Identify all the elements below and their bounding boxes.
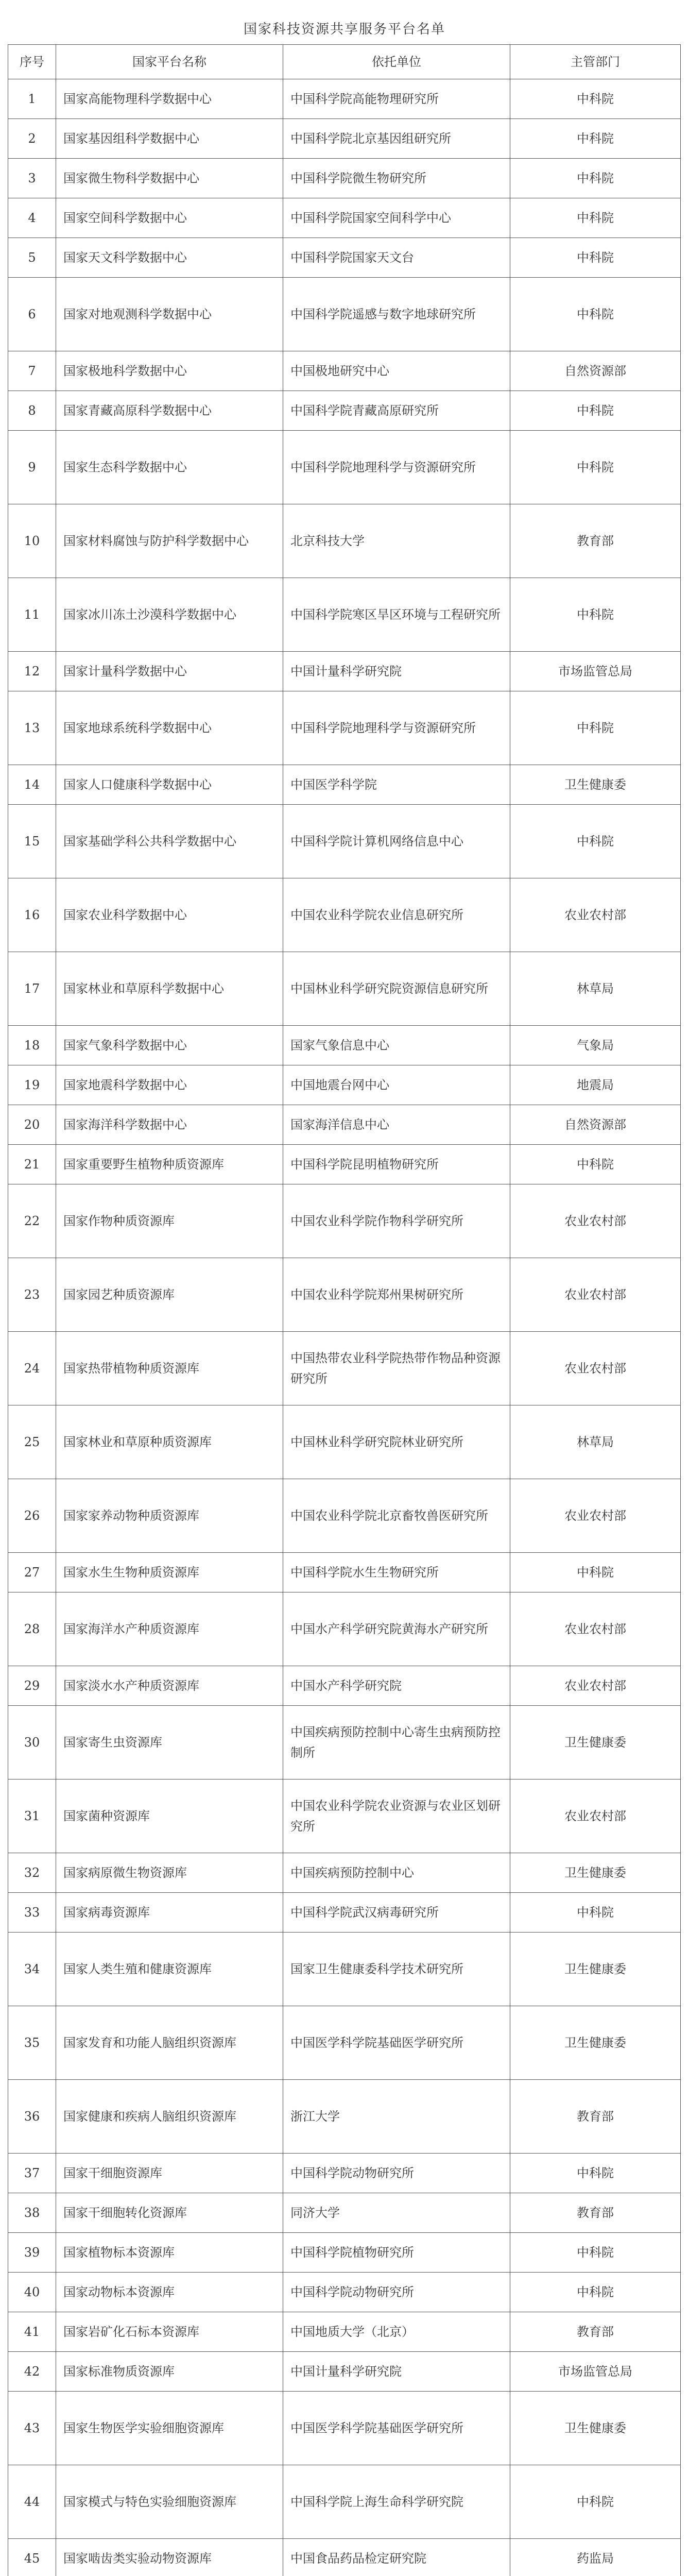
department: 市场监管总局 xyxy=(510,652,681,691)
row-number: 29 xyxy=(8,1666,56,1706)
department: 教育部 xyxy=(510,2080,681,2154)
row-number: 36 xyxy=(8,2080,56,2154)
table-row xyxy=(8,1405,681,1479)
row-number: 18 xyxy=(8,1026,56,1065)
platform-name: 国家病毒资源库 xyxy=(56,1893,283,1933)
table-row xyxy=(8,79,681,119)
department: 卫生健康委 xyxy=(510,765,681,805)
department: 农业农村部 xyxy=(510,1780,681,1853)
document-title: 国家科技资源共享服务平台名单 xyxy=(243,22,445,37)
host-unit: 中国地震台网中心 xyxy=(283,1065,510,1105)
table-row xyxy=(8,1258,681,1332)
host-unit: 中国科学院动物研究所 xyxy=(283,2273,510,2312)
table-row xyxy=(8,1553,681,1592)
department: 中科院 xyxy=(510,2273,681,2312)
host-unit: 中国医学科学院基础医学研究所 xyxy=(283,2006,510,2080)
department: 卫生健康委 xyxy=(510,1853,681,1893)
row-number: 23 xyxy=(8,1258,56,1332)
host-unit: 中国科学院青藏高原研究所 xyxy=(283,391,510,431)
table-row xyxy=(8,238,681,278)
table-row xyxy=(8,391,681,431)
row-number: 42 xyxy=(8,2352,56,2392)
host-unit: 中国科学院水生生物研究所 xyxy=(283,1553,510,1592)
row-number: 26 xyxy=(8,1479,56,1553)
table-row xyxy=(8,2392,681,2465)
platform-name: 国家寄生虫资源库 xyxy=(56,1706,283,1780)
host-unit: 中国科学院国家天文台 xyxy=(283,238,510,278)
host-unit: 中国疾病预防控制中心 xyxy=(283,1853,510,1893)
table-row xyxy=(8,1666,681,1706)
row-number: 30 xyxy=(8,1706,56,1780)
host-unit: 中国水产科学研究院黄海水产研究所 xyxy=(283,1592,510,1666)
department: 中科院 xyxy=(510,2154,681,2193)
table-row xyxy=(8,2273,681,2312)
department: 中科院 xyxy=(510,119,681,159)
department: 地震局 xyxy=(510,1065,681,1105)
row-number: 38 xyxy=(8,2193,56,2233)
host-unit: 中国农业科学院北京畜牧兽医研究所 xyxy=(283,1479,510,1553)
host-unit: 中国科学院地理科学与资源研究所 xyxy=(283,691,510,765)
row-number: 19 xyxy=(8,1065,56,1105)
host-unit: 中国食品药品检定研究院 xyxy=(283,2539,510,2576)
platform-name: 国家人口健康科学数据中心 xyxy=(56,765,283,805)
table-row xyxy=(8,1893,681,1933)
header-department: 主管部门 xyxy=(510,45,681,79)
platform-name: 国家动物标本资源库 xyxy=(56,2273,283,2312)
department: 中科院 xyxy=(510,2465,681,2539)
table-row xyxy=(8,2193,681,2233)
department: 农业农村部 xyxy=(510,1479,681,1553)
platform-name: 国家健康和疾病人脑组织资源库 xyxy=(56,2080,283,2154)
row-number: 16 xyxy=(8,878,56,952)
host-unit: 中国林业科学研究院林业研究所 xyxy=(283,1405,510,1479)
host-unit: 国家气象信息中心 xyxy=(283,1026,510,1065)
row-number: 20 xyxy=(8,1105,56,1145)
department: 气象局 xyxy=(510,1026,681,1065)
host-unit: 中国农业科学院农业信息研究所 xyxy=(283,878,510,952)
row-number: 7 xyxy=(8,351,56,391)
host-unit: 中国疾病预防控制中心寄生虫病预防控制所 xyxy=(283,1706,510,1780)
department: 中科院 xyxy=(510,278,681,351)
host-unit: 中国科学院地理科学与资源研究所 xyxy=(283,431,510,504)
host-unit: 中国科学院遥感与数字地球研究所 xyxy=(283,278,510,351)
platform-name: 国家家养动物种质资源库 xyxy=(56,1479,283,1553)
host-unit: 中国医学科学院 xyxy=(283,765,510,805)
table-row xyxy=(8,1332,681,1405)
host-unit: 中国农业科学院农业资源与农业区划研究所 xyxy=(283,1780,510,1853)
platform-name: 国家干细胞转化资源库 xyxy=(56,2193,283,2233)
row-number: 43 xyxy=(8,2392,56,2465)
row-number: 1 xyxy=(8,79,56,119)
platform-name: 国家地球系统科学数据中心 xyxy=(56,691,283,765)
department: 中科院 xyxy=(510,1553,681,1592)
host-unit: 中国科学院北京基因组研究所 xyxy=(283,119,510,159)
platform-name: 国家园艺种质资源库 xyxy=(56,1258,283,1332)
host-unit: 中国热带农业科学院热带作物品种资源研究所 xyxy=(283,1332,510,1405)
table-row xyxy=(8,2006,681,2080)
table-row xyxy=(8,1026,681,1065)
host-unit: 中国科学院寒区旱区环境与工程研究所 xyxy=(283,578,510,652)
department: 中科院 xyxy=(510,159,681,198)
host-unit: 中国科学院国家空间科学中心 xyxy=(283,198,510,238)
department: 药监局 xyxy=(510,2539,681,2576)
host-unit: 中国林业科学研究院资源信息研究所 xyxy=(283,952,510,1026)
host-unit: 中国极地研究中心 xyxy=(283,351,510,391)
table-row xyxy=(8,1933,681,2006)
host-unit: 中国农业科学院郑州果树研究所 xyxy=(283,1258,510,1332)
host-unit: 中国农业科学院作物科学研究所 xyxy=(283,1184,510,1258)
platform-name: 国家热带植物种质资源库 xyxy=(56,1332,283,1405)
table-row xyxy=(8,2312,681,2352)
department: 卫生健康委 xyxy=(510,2392,681,2465)
platform-name: 国家青藏高原科学数据中心 xyxy=(56,391,283,431)
platform-name: 国家淡水水产种质资源库 xyxy=(56,1666,283,1706)
department: 农业农村部 xyxy=(510,1258,681,1332)
platform-name: 国家模式与特色实验细胞资源库 xyxy=(56,2465,283,2539)
table-row xyxy=(8,1479,681,1553)
host-unit: 中国水产科学研究院 xyxy=(283,1666,510,1706)
platform-name: 国家对地观测科学数据中心 xyxy=(56,278,283,351)
host-unit: 中国科学院植物研究所 xyxy=(283,2233,510,2273)
row-number: 32 xyxy=(8,1853,56,1893)
host-unit: 浙江大学 xyxy=(283,2080,510,2154)
row-number: 13 xyxy=(8,691,56,765)
row-number: 33 xyxy=(8,1893,56,1933)
table-row xyxy=(8,2539,681,2576)
row-number: 10 xyxy=(8,504,56,578)
table-row xyxy=(8,2352,681,2392)
department: 中科院 xyxy=(510,391,681,431)
department: 教育部 xyxy=(510,504,681,578)
row-number: 34 xyxy=(8,1933,56,2006)
platform-name: 国家海洋科学数据中心 xyxy=(56,1105,283,1145)
department: 中科院 xyxy=(510,1145,681,1184)
department: 中科院 xyxy=(510,691,681,765)
row-number: 4 xyxy=(8,198,56,238)
department: 教育部 xyxy=(510,2193,681,2233)
host-unit: 中国科学院计算机网络信息中心 xyxy=(283,805,510,878)
platform-name: 国家基础学科公共科学数据中心 xyxy=(56,805,283,878)
host-unit: 北京科技大学 xyxy=(283,504,510,578)
row-number: 8 xyxy=(8,391,56,431)
table-row xyxy=(8,2233,681,2273)
department: 卫生健康委 xyxy=(510,1933,681,2006)
row-number: 2 xyxy=(8,119,56,159)
department: 中科院 xyxy=(510,2233,681,2273)
department: 自然资源部 xyxy=(510,1105,681,1145)
host-unit: 中国科学院高能物理研究所 xyxy=(283,79,510,119)
platform-table xyxy=(8,44,681,2576)
platform-name: 国家干细胞资源库 xyxy=(56,2154,283,2193)
platform-name: 国家林业和草原科学数据中心 xyxy=(56,952,283,1026)
department: 中科院 xyxy=(510,198,681,238)
header-host-unit: 依托单位 xyxy=(283,45,510,79)
row-number: 14 xyxy=(8,765,56,805)
table-row xyxy=(8,431,681,504)
row-number: 28 xyxy=(8,1592,56,1666)
department: 中科院 xyxy=(510,578,681,652)
platform-name: 国家重要野生植物种质资源库 xyxy=(56,1145,283,1184)
department: 卫生健康委 xyxy=(510,2006,681,2080)
department: 中科院 xyxy=(510,431,681,504)
platform-name: 国家极地科学数据中心 xyxy=(56,351,283,391)
row-number: 40 xyxy=(8,2273,56,2312)
row-number: 35 xyxy=(8,2006,56,2080)
department: 中科院 xyxy=(510,238,681,278)
row-number: 31 xyxy=(8,1780,56,1853)
platform-name: 国家农业科学数据中心 xyxy=(56,878,283,952)
platform-name: 国家啮齿类实验动物资源库 xyxy=(56,2539,283,2576)
department: 市场监管总局 xyxy=(510,2352,681,2392)
platform-name: 国家人类生殖和健康资源库 xyxy=(56,1933,283,2006)
platform-name: 国家病原微生物资源库 xyxy=(56,1853,283,1893)
table-row xyxy=(8,2080,681,2154)
table-row xyxy=(8,1706,681,1780)
row-number: 41 xyxy=(8,2312,56,2352)
department: 教育部 xyxy=(510,2312,681,2352)
header-number: 序号 xyxy=(8,45,56,79)
table-row xyxy=(8,1592,681,1666)
table-row xyxy=(8,351,681,391)
platform-name: 国家海洋水产种质资源库 xyxy=(56,1592,283,1666)
row-number: 5 xyxy=(8,238,56,278)
table-row xyxy=(8,198,681,238)
department: 中科院 xyxy=(510,79,681,119)
platform-name: 国家材料腐蚀与防护科学数据中心 xyxy=(56,504,283,578)
row-number: 25 xyxy=(8,1405,56,1479)
table-row xyxy=(8,578,681,652)
table-row xyxy=(8,691,681,765)
platform-name: 国家林业和草原种质资源库 xyxy=(56,1405,283,1479)
table-row xyxy=(8,652,681,691)
row-number: 27 xyxy=(8,1553,56,1592)
row-number: 21 xyxy=(8,1145,56,1184)
department: 中科院 xyxy=(510,805,681,878)
row-number: 12 xyxy=(8,652,56,691)
host-unit: 中国地质大学（北京） xyxy=(283,2312,510,2352)
table-row xyxy=(8,1065,681,1105)
department: 林草局 xyxy=(510,1405,681,1479)
table-row xyxy=(8,1105,681,1145)
table-row xyxy=(8,2154,681,2193)
platform-name: 国家生物医学实验细胞资源库 xyxy=(56,2392,283,2465)
table-row xyxy=(8,2465,681,2539)
platform-name: 国家高能物理科学数据中心 xyxy=(56,79,283,119)
platform-name: 国家计量科学数据中心 xyxy=(56,652,283,691)
table-row xyxy=(8,1780,681,1853)
platform-name: 国家地震科学数据中心 xyxy=(56,1065,283,1105)
row-number: 9 xyxy=(8,431,56,504)
row-number: 45 xyxy=(8,2539,56,2576)
table-row xyxy=(8,765,681,805)
host-unit: 中国计量科学研究院 xyxy=(283,2352,510,2392)
platform-name: 国家空间科学数据中心 xyxy=(56,198,283,238)
row-number: 11 xyxy=(8,578,56,652)
department: 农业农村部 xyxy=(510,1666,681,1706)
table-header-row xyxy=(8,45,681,79)
host-unit: 中国科学院昆明植物研究所 xyxy=(283,1145,510,1184)
table-row xyxy=(8,805,681,878)
table-body xyxy=(8,79,681,2576)
platform-name: 国家气象科学数据中心 xyxy=(56,1026,283,1065)
department: 农业农村部 xyxy=(510,878,681,952)
row-number: 37 xyxy=(8,2154,56,2193)
table-row xyxy=(8,119,681,159)
platform-name: 国家水生生物种质资源库 xyxy=(56,1553,283,1592)
row-number: 39 xyxy=(8,2233,56,2273)
row-number: 15 xyxy=(8,805,56,878)
platform-name: 国家岩矿化石标本资源库 xyxy=(56,2312,283,2352)
platform-name: 国家微生物科学数据中心 xyxy=(56,159,283,198)
table-row xyxy=(8,1853,681,1893)
platform-name: 国家基因组科学数据中心 xyxy=(56,119,283,159)
platform-name: 国家冰川冻土沙漠科学数据中心 xyxy=(56,578,283,652)
table-row xyxy=(8,1145,681,1184)
platform-name: 国家标准物质资源库 xyxy=(56,2352,283,2392)
host-unit: 中国医学科学院基础医学研究所 xyxy=(283,2392,510,2465)
host-unit: 中国科学院武汉病毒研究所 xyxy=(283,1893,510,1933)
platform-name: 国家植物标本资源库 xyxy=(56,2233,283,2273)
row-number: 6 xyxy=(8,278,56,351)
table-row xyxy=(8,504,681,578)
department: 卫生健康委 xyxy=(510,1706,681,1780)
department: 中科院 xyxy=(510,1893,681,1933)
table-row xyxy=(8,878,681,952)
department: 自然资源部 xyxy=(510,351,681,391)
row-number: 44 xyxy=(8,2465,56,2539)
platform-name: 国家作物种质资源库 xyxy=(56,1184,283,1258)
platform-name: 国家发育和功能人脑组织资源库 xyxy=(56,2006,283,2080)
header-platform-name: 国家平台名称 xyxy=(56,45,283,79)
department: 林草局 xyxy=(510,952,681,1026)
platform-name: 国家天文科学数据中心 xyxy=(56,238,283,278)
platform-name: 国家生态科学数据中心 xyxy=(56,431,283,504)
host-unit: 同济大学 xyxy=(283,2193,510,2233)
row-number: 3 xyxy=(8,159,56,198)
department: 农业农村部 xyxy=(510,1332,681,1405)
row-number: 24 xyxy=(8,1332,56,1405)
table-row xyxy=(8,159,681,198)
table-row xyxy=(8,278,681,351)
department: 农业农村部 xyxy=(510,1592,681,1666)
table-row xyxy=(8,1184,681,1258)
host-unit: 中国科学院动物研究所 xyxy=(283,2154,510,2193)
host-unit: 中国计量科学研究院 xyxy=(283,652,510,691)
table-row xyxy=(8,952,681,1026)
row-number: 17 xyxy=(8,952,56,1026)
row-number: 22 xyxy=(8,1184,56,1258)
host-unit: 国家海洋信息中心 xyxy=(283,1105,510,1145)
host-unit: 国家卫生健康委科学技术研究所 xyxy=(283,1933,510,2006)
host-unit: 中国科学院微生物研究所 xyxy=(283,159,510,198)
host-unit: 中国科学院上海生命科学研究院 xyxy=(283,2465,510,2539)
department: 农业农村部 xyxy=(510,1184,681,1258)
platform-name: 国家菌种资源库 xyxy=(56,1780,283,1853)
